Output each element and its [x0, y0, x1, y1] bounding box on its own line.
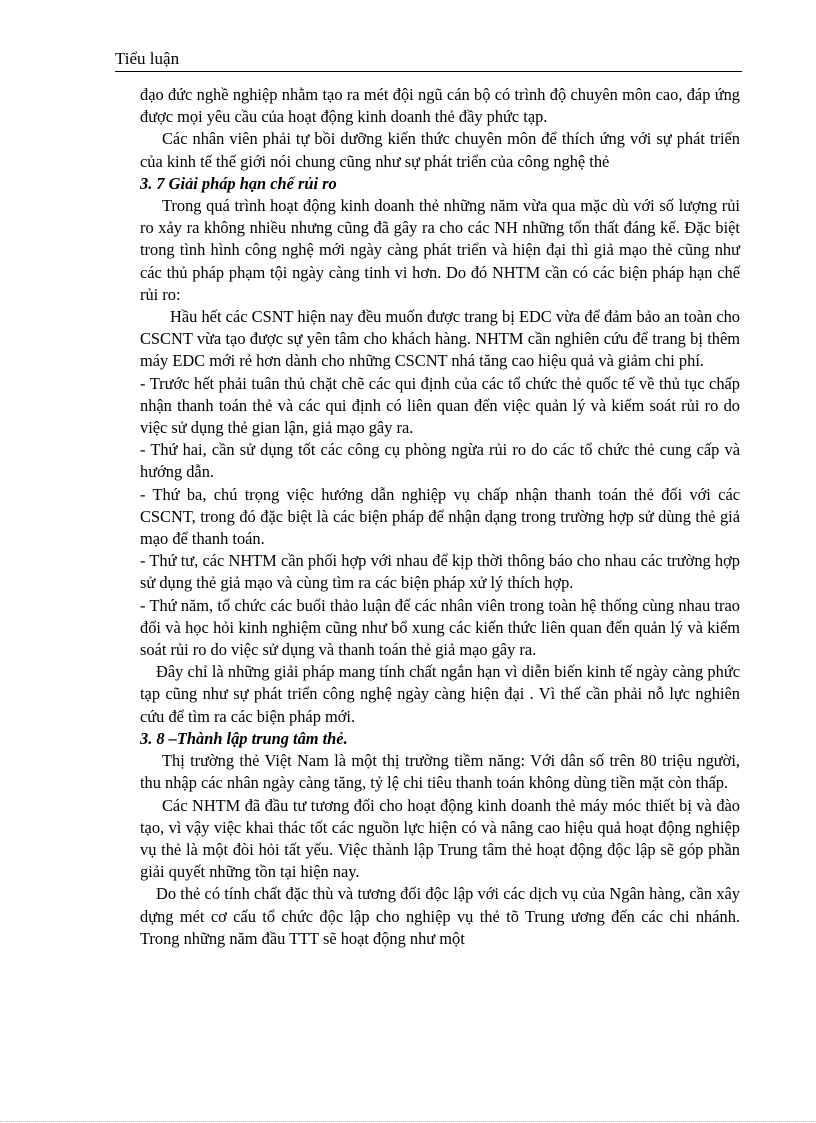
header-title: Tiểu luận [115, 49, 180, 68]
list-item: - Thứ ba, chú trọng việc hướng dẫn nghiệp vụ chấp nhận thanh toán thẻ đối với các CSCNT, trong đó đặc biệt là các biện pháp để nhận dạng trong trường hợp sử dùng thẻ giả mạo để thanh toán. [140, 484, 740, 549]
paragraph: Do thẻ có tính chất đặc thù và tương đối độc lập với các dịch vụ của Ngân hàng, cần xây dựng mét cơ cấu tổ chức độc lập cho nghiệp vụ thẻ tõ Trung ương đến các chi nhánh. Trong những năm đầu TTT sẽ hoạt động như một [140, 884, 740, 948]
page-header [115, 49, 742, 72]
paragraph: Trong quá trình hoạt động kinh doanh thẻ những năm vừa qua mặc dù với số lượng rủi ro xảy ra không nhiều nhưng cũng đã gây ra cho các NH những tổn thất đáng kể. Đặc biệt trong tình hình công nghệ mới ngày càng phát triển và hiện đại thì giả mạo thẻ cũng như các thủ pháp phạm tội ngày càng tinh vi hơn. Do đó NHTM cần có các biện pháp hạn chế rủi ro: [140, 196, 740, 304]
list-item: - Thứ tư, các NHTM cần phối hợp với nhau để kịp thời thông báo cho nhau các trường hợp sử dụng thẻ giả mạo và cùng tìm ra các biện pháp xử lý thích hợp. [140, 551, 740, 593]
list-item: - Thứ hai, cần sử dụng tốt các công cụ phòng ngừa rủi ro do các tổ chức thẻ cung cấp và hướng dẫn. [140, 440, 740, 482]
paragraph: Các NHTM đã đầu tư tương đối cho hoạt động kinh doanh thẻ máy móc thiết bị và đào tạo, vì vậy việc khai thác tốt các nguồn lực hiện có và nâng cao hiệu quả hoạt động nghiệp vụ thẻ là một đòi hỏi tất yếu. Việc thành lập Trung tâm thẻ hoạt động độc lập sẽ góp phần giải quyết những tồn tại hiện nay. [140, 795, 740, 882]
document-body [140, 84, 740, 950]
paragraph: Thị trường thẻ Việt Nam là một thị trường tiềm năng: Với dân số trên 80 triệu người, thu nhập các nhân ngày càng tăng, tỷ lệ chi tiêu thanh toán không dùng tiền mặt còn thấp. [140, 751, 740, 793]
paragraph: Hầu hết các CSNT hiện nay đều muốn được trang bị EDC vừa để đảm bảo an toàn cho CSCNT vừa tạo được sự yên tâm cho khách hàng. NHTM cần nghiên cứu để trang bị thêm máy EDC mới rẻ hơn dành cho những CSCNT nhá tăng cao hiệu quả và giảm chi phí. [140, 307, 740, 371]
paragraph: đạo đức nghề nghiệp nhằm tạo ra mét đội ngũ cán bộ có trình độ chuyên môn cao, đáp ứng được mọi yêu cầu của hoạt động kinh doanh thẻ đầy phức tạp. [140, 85, 740, 127]
list-item: - Trước hết phải tuân thủ chặt chẽ các qui định của các tổ chức thẻ quốc tế về thủ tục chấp nhận thanh toán thẻ và các qui định có liên quan đến việc quản lý và kiểm soát rủi ro do việc sử dụng thẻ gian lận, giả mạo gây ra. [140, 373, 740, 438]
list-item: - Thứ năm, tổ chức các buổi thảo luận để các nhân viên trong toàn hệ thống cùng nhau trao đổi và học hỏi kinh nghiệm cũng như bổ xung các kiến thức liên quan đến quản lý và kiểm soát rủi ro do việc sử dụng và thanh toán thẻ giả mạo gây ra. [140, 595, 740, 660]
page-bottom-divider [0, 1121, 816, 1122]
paragraph: Các nhân viên phải tự bồi dưỡng kiến thức chuyên môn để thích ứng với sự phát triển của kinh tế thế giới nói chung cũng như sự phát triển của công nghệ thẻ [140, 129, 740, 171]
section-heading: 3. 8 –Thành lập trung tâm thẻ. [140, 728, 348, 748]
section-heading: 3. 7 Giải pháp hạn chế rủi ro [140, 173, 337, 193]
paragraph: Đây chỉ là những giải pháp mang tính chất ngắn hạn vì diễn biến kinh tế ngày càng phức tạp cũng như sự phát triển công nghệ ngày càng hiện đại . Vì thế cần phải nỗ lực nghiên cứu để tìm ra các biện pháp mới. [140, 662, 740, 726]
